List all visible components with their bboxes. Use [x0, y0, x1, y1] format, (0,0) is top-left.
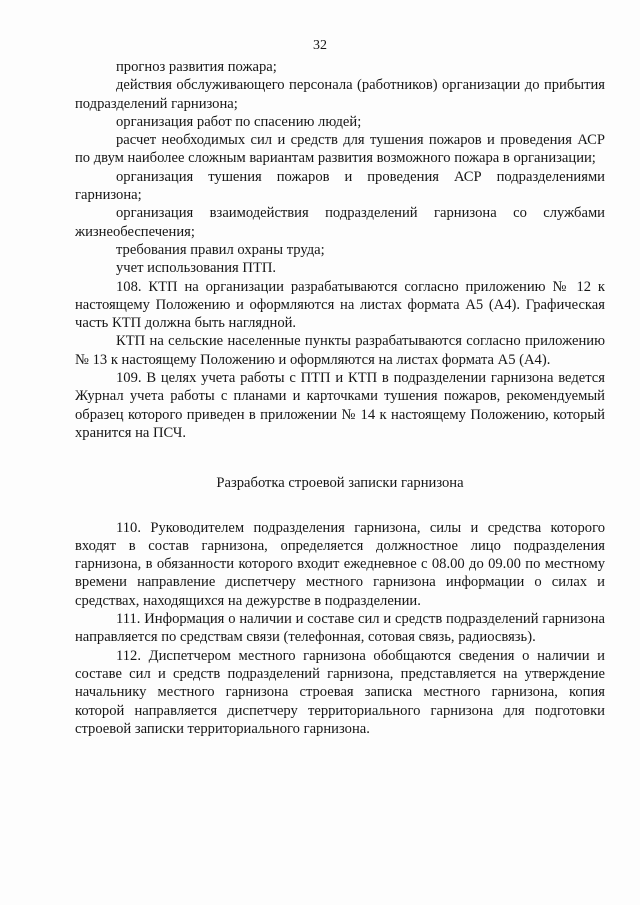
- paragraph-109: 109. В целях учета работы с ПТП и КТП в подразделении гарнизона ведется Журнал учета работы с планами и карточками тушения пожаров, рекомендуемый образец которого приведен в приложении № 14 к настоящему Положению, который хранится на ПСЧ.: [75, 370, 605, 441]
- paragraph-ktp-rural: КТП на сельские населенные пункты разрабатываются согласно приложению № 13 к настоящему Положению и оформляются на листах формата А5 (А4).: [75, 333, 605, 368]
- page-number: 32: [313, 38, 327, 53]
- paragraph-111: 111. Информация о наличии и составе сил и средств подразделений гарнизона направляется по средствам связи (телефонная, сотовая связь, радиосвязь).: [75, 611, 605, 646]
- paragraph: организация тушения пожаров и проведения АСР подразделениями гарнизона;: [75, 168, 605, 204]
- paragraph-108: 108. КТП на организации разрабатываются согласно приложению № 12 к настоящему Положению и оформляются на листах формата А5 (А4). Графическая часть КТП должна быть наглядной.: [75, 278, 605, 332]
- paragraph: требования правил охраны труда;: [116, 241, 325, 258]
- section-heading: Разработка строевой записки гарнизона: [216, 475, 464, 492]
- paragraph: организация работ по спасению людей;: [116, 113, 362, 130]
- document-body: [75, 58, 605, 738]
- paragraph-110: 110. Руководителем подразделения гарнизона, силы и средства которого входят в состав гарнизона, определяется должностное лицо подразделения гарнизона, в обязанности которого входит ежедневное с 08.00 до 09.00 по местному времени направление диспетчеру местного гарнизона информации о силах и средствах, находящихся на дежурстве в подразделении.: [75, 519, 605, 609]
- paragraph: учет использования ПТП.: [116, 260, 277, 277]
- paragraph-112: 112. Диспетчером местного гарнизона обобщаются сведения о наличии и составе сил и средств подразделений гарнизона, представляется на утверждение начальнику местного гарнизона строевая записка местного гарнизона, копия которой направляется диспетчеру территориального гарнизона для подготовки строевой записки территориального гарнизона.: [75, 647, 605, 737]
- paragraph: организация взаимодействия подразделений гарнизона со службами жизнеобеспечения;: [75, 205, 605, 240]
- paragraph: действия обслуживающего персонала (работников) организации до прибытия подразделений гарнизона;: [75, 77, 605, 112]
- paragraph: расчет необходимых сил и средств для тушения пожаров и проведения АСР по двум наиболее сложным вариантам развития возможного пожара в организации;: [75, 132, 605, 167]
- paragraph: прогноз развития пожара;: [116, 59, 277, 75]
